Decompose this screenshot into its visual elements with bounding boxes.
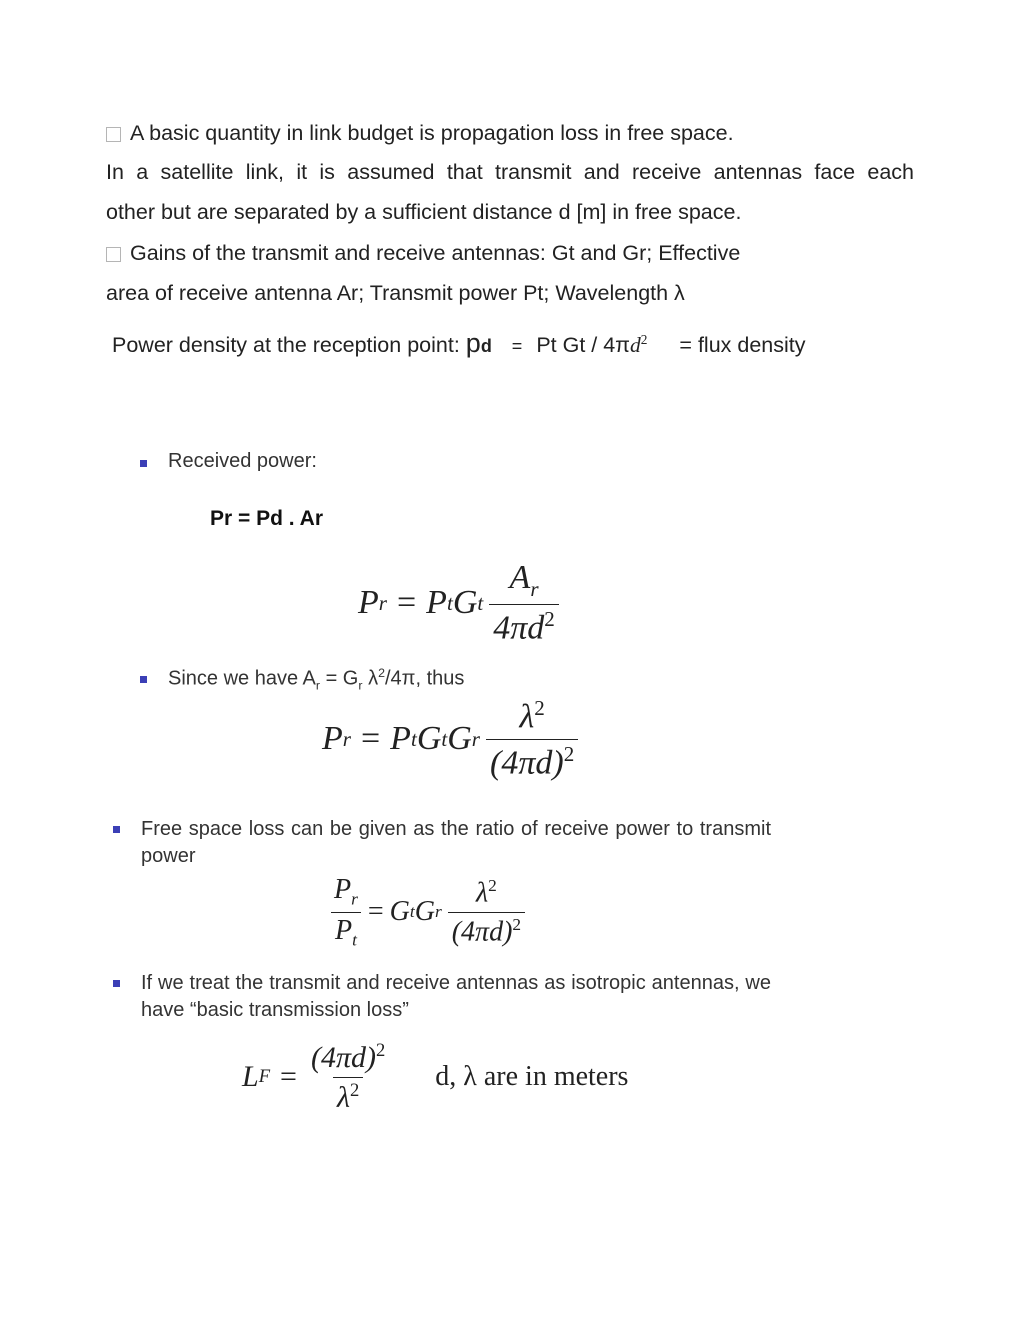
pd-symbol: p [465, 328, 481, 358]
since-we-have-line: Since we have $A_r = G_r$ $\lambda^2/4\pi$, thus [168, 666, 465, 693]
equation-ratio: $\frac{P_r}{P_t}$ = G t G r $\frac{\lambda^2}{(4\pi d)^2}$ [330, 872, 525, 952]
equation-friis: P r = P t G t G r $\frac{\lambda^2}{(4\pi d)^2}$ [322, 692, 578, 786]
checkbox-glyph-icon [106, 127, 121, 142]
equation-received-power: P r = P t G t $\frac{A_r}{4\pi d^2}$ [358, 560, 559, 646]
pr-formula: Pr = Pd . Ar [210, 507, 324, 530]
intro-line-3: other but are separated by a sufficient distance d [m] in free space. [106, 200, 742, 224]
free-space-loss-text: Free space loss can be given as the ratio of receive power to transmit power [141, 818, 771, 867]
bullet-square-icon [140, 460, 147, 467]
isotropic-text: If we treat the transmit and receive antennas as isotropic antennas, we have “basic transmission loss” [141, 972, 771, 1021]
received-power-label: Received power: [168, 450, 317, 472]
units-note: d, λ are in meters [435, 1061, 629, 1092]
intro-line-2: In a satellite link, it is assumed that transmit and receive antennas face each [106, 160, 914, 184]
checkbox-glyph-icon [106, 247, 121, 262]
intro-line-1: A basic quantity in link budget is propagation loss in free space. [106, 121, 734, 146]
equation-basic-loss: L F = $\frac{(4\pi d)^2}{\lambda^2}$ d, λ are in meters [242, 1039, 629, 1114]
bullet-square-icon [113, 980, 120, 987]
intro-line-4: Gains of the transmit and receive antennas: Gt and Gr; Effective [106, 241, 740, 266]
bullet-square-icon [140, 676, 147, 683]
intro-line-5: area of receive antenna Ar; Transmit power Pt; Wavelength λ [106, 281, 685, 305]
power-density-line: Power density at the reception point: pd = Pt Gt / $4\pi d^2$ = flux density [112, 328, 806, 358]
bullet-square-icon [113, 826, 120, 833]
